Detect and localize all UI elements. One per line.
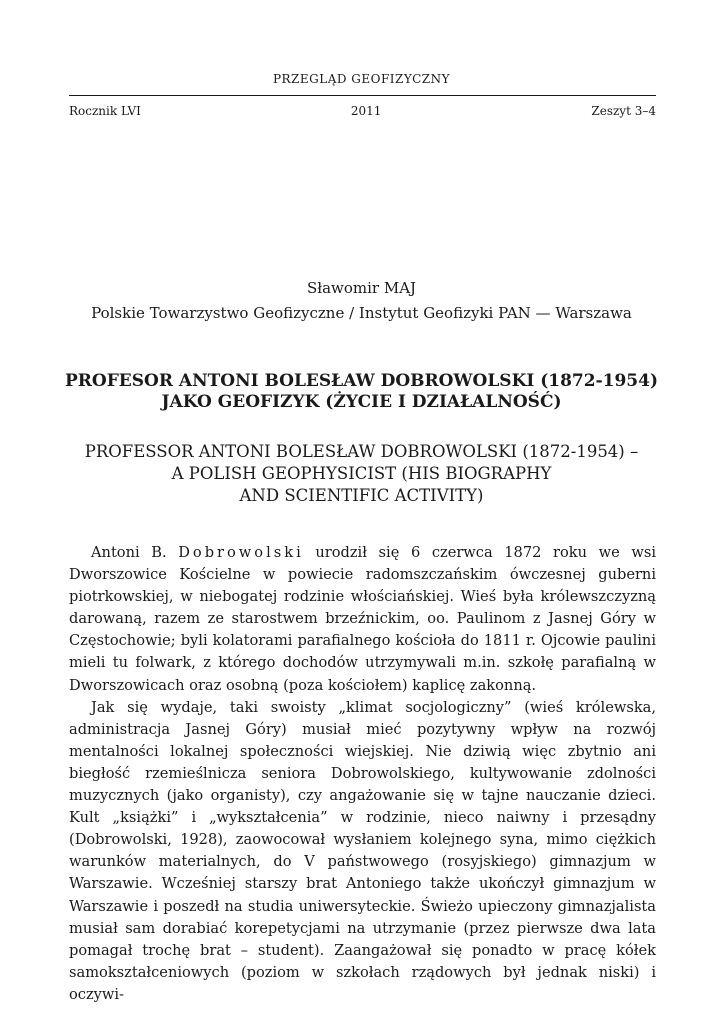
- issue-label: Zeszyt 3–4: [591, 104, 656, 118]
- year-label: 2011: [350, 104, 382, 118]
- paragraph-1: [69, 542, 656, 697]
- author-name: Sławomir MAJ: [306, 279, 417, 297]
- title-english-line-3: AND SCIENTIFIC ACTIVITY): [239, 486, 484, 505]
- paragraph-1-start: Antoni B.: [91, 544, 179, 561]
- title-polish-line-2: JAKO GEOFIZYK (ŻYCIE I DZIAŁALNOŚĆ): [161, 392, 562, 412]
- header-rule: [69, 95, 656, 96]
- volume-label: Rocznik LVI: [69, 104, 141, 118]
- paragraph-2: Jak się wydaje, taki swoisty „klimat socjologiczny” (wieś królewska, administracja Jasnej Góry) musiał mieć pozytywny wpływ na rozwój mentalności lokalnej społeczności wiejskiej. Nie dziwią więc zbytnio ani biegłość rzemieślnicza seniora Dobrowolskiego, kultywowanie zdolności muzycznych (jako organisty), czy angażowanie się w tajne nauczanie dzieci. Kult „książki” i „wykształcenia” w rodzinie, nieco naiwny i przesądny (Dobrowolski, 1928), zaowocował wysłaniem kolejnego syna, mimo ciężkich warunków materialnych, do V państwowego (rosyjskiego) gimnazjum w Warszawie. Wcześniej starszy brat Antoniego także ukończył gimnazjum w Warszawie i poszedł na studia uniwersyteckie. Świeżo upieczony gimnazjalista musiał sam dorabiać korepetycjami na utrzymanie (przez pierwsze dwa lata pomagał trochę brat – student). Zaangażował się ponadto w pracę kółek samokształceniowych (poziom w szkołach rządowych był jednak niski) i oczywi-: [69, 698, 656, 1003]
- journal-title: PRZEGLĄD GEOFIZYCZNY: [272, 72, 451, 86]
- author-affiliation: Polskie Towarzystwo Geofizyczne / Instytut Geofizyki PAN — Warszawa: [91, 304, 632, 322]
- title-polish: [60, 371, 663, 413]
- paragraph-1-rest: urodził się 6 czerwca 1872 roku we wsi Dworszowice Kościelne w powiecie radomszczańskim ówczesnej guberni piotrkowskiej, w niebogatej rodzinie włościańskiej. Wieś była królewszczyzną darowaną, razem ze starostwem brzeźnickim, oo. Paulinom z Jasnej Góry w Częstochowie; byli kolatorami parafialnego kościoła do 1811 r. Ojcowie paulini mieli tu folwark, z którego dochodów utrzymywali m.in. szkołę parafialną w Dworszowicach oraz osobną (poza kościołem) kaplicę zakonną.: [69, 544, 656, 694]
- article-body: [69, 542, 656, 1006]
- title-polish-line-1: PROFESOR ANTONI BOLESŁAW DOBROWOLSKI (1872-1954): [65, 371, 658, 391]
- title-english-line-1: PROFESSOR ANTONI BOLESŁAW DOBROWOLSKI (1872-1954) –: [84, 442, 639, 461]
- title-english: [60, 441, 663, 507]
- issue-meta: [69, 104, 656, 118]
- title-english-line-2: A POLISH GEOPHYSICIST (HIS BIOGRAPHY: [171, 464, 552, 483]
- spaced-surname: Dobrowolski: [178, 544, 304, 561]
